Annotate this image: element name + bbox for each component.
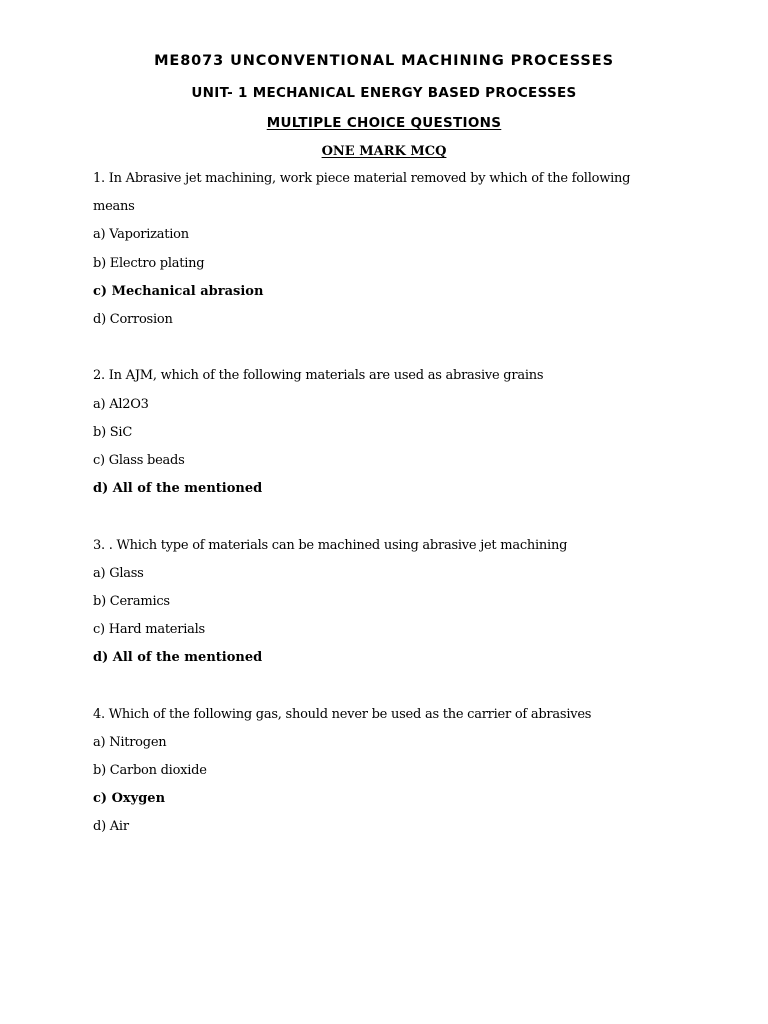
answer-option: a) Glass	[93, 566, 144, 581]
answer-option: d) Air	[93, 819, 129, 834]
answer-option: b) SiC	[93, 425, 133, 440]
correct-answer-option: c) Oxygen	[93, 791, 166, 806]
question-text-continued: means	[93, 199, 135, 214]
correct-answer-option: d) All of the mentioned	[93, 650, 263, 665]
answer-option: c) Glass beads	[93, 453, 185, 468]
section-title: MULTIPLE CHOICE QUESTIONS	[266, 115, 502, 131]
answer-option: a) Al2O3	[93, 397, 149, 412]
answer-option: b) Electro plating	[93, 256, 205, 271]
course-title: ME8073 UNCONVENTIONAL MACHINING PROCESSES	[154, 53, 614, 69]
correct-answer-option: c) Mechanical abrasion	[93, 284, 264, 299]
correct-answer-option: d) All of the mentioned	[93, 481, 263, 496]
question-text: 1. In Abrasive jet machining, work piece material removed by which of the following	[93, 171, 631, 186]
answer-option: a) Nitrogen	[93, 735, 167, 750]
answer-option: b) Ceramics	[93, 594, 170, 609]
unit-title: UNIT- 1 MECHANICAL ENERGY BASED PROCESSES	[191, 85, 577, 101]
question-text: 3. . Which type of materials can be machined using abrasive jet machining	[93, 538, 568, 553]
answer-option: c) Hard materials	[93, 622, 205, 637]
answer-option: b) Carbon dioxide	[93, 763, 207, 778]
answer-option: d) Corrosion	[93, 312, 173, 327]
question-text: 4. Which of the following gas, should never be used as the carrier of abrasives	[93, 707, 592, 722]
question-text: 2. In AJM, which of the following materials are used as abrasive grains	[93, 368, 544, 383]
subsection-title: ONE MARK MCQ	[321, 144, 447, 159]
answer-option: a) Vaporization	[93, 227, 189, 242]
